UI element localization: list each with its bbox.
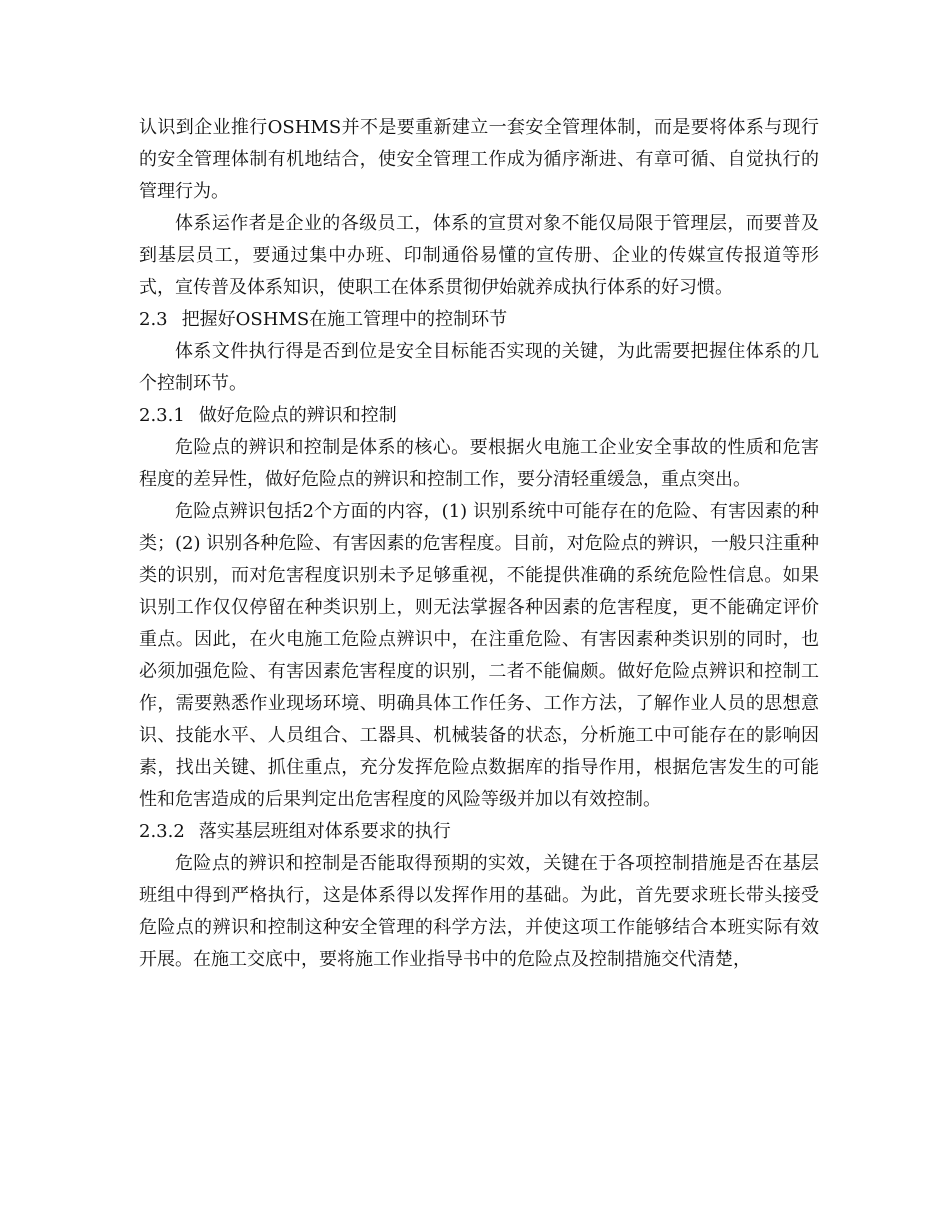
section-heading-2-3-2: [139, 816, 819, 848]
section-number: 2.3: [139, 309, 168, 330]
section-title: 把握好OSHMS在施工管理中的控制环节: [181, 309, 508, 330]
section-title: 做好危险点的辨识和控制: [198, 405, 397, 426]
paragraph-hazard-identification: 危险点辨识包括2个方面的内容，(1) 识别系统中可能存在的危险、有害因素的种类；(2) 识别各种危险、有害因素的危害程度。目前，对危险点的辨识，一般只注重种类的识别，而对危害程度识别未予足够重视，不能提供准确的系统危险性信息。如果识别工作仅仅停留在种类识别上，则无法掌握各种因素的危害程度，更不能确定评价重点。因此，在火电施工危险点辨识中，在注重危险、有害因素种类识别的同时，也必须加强危险、有害因素危害程度的识别，二者不能偏颇。做好危险点辨识和控制工作，需要熟悉作业现场环境、明确具体工作任务、工作方法，了解作业人员的思想意识、技能水平、人员组合、工器具、机械装备的状态，分析施工中可能存在的影响因素，找出关键、抓住重点，充分发挥危险点数据库的指导作用，根据危害发生的可能性和危害造成的后果判定出危害程度的风险等级并加以有效控制。: [139, 501, 819, 810]
paragraph-team-execution: 危险点的辨识和控制是否能取得预期的实效，关键在于各项控制措施是否在基层班组中得到严格执行，这是体系得以发挥作用的基础。为此，首先要求班长带头接受危险点的辨识和控制这种安全管理的科学方法，并使这项工作能够结合本班实际有效开展。在施工交底中，要将施工作业指导书中的危险点及控制措施交代清楚，: [139, 853, 819, 970]
paragraph-oshms-intro: 认识到企业推行OSHMS并不是要重新建立一套安全管理体制，而是要将体系与现行的安全管理体制有机地结合，使安全管理工作成为循序渐进、有章可循、自觉执行的管理行为。: [139, 117, 819, 202]
paragraph-hazard-core: 危险点的辨识和控制是体系的核心。要根据火电施工企业安全事故的性质和危害程度的差异性，做好危险点的辨识和控制工作，要分清轻重缓急，重点突出。: [139, 437, 819, 490]
section-heading-2-3: [139, 304, 819, 336]
document-body: [139, 112, 819, 976]
section-heading-2-3-1: [139, 400, 819, 432]
paragraph-control-links: 体系文件执行得是否到位是安全目标能否实现的关键，为此需要把握住体系的几个控制环节。: [139, 341, 819, 394]
section-number: 2.3.2: [139, 821, 185, 842]
paragraph-system-operators: 体系运作者是企业的各级员工，体系的宣贯对象不能仅局限于管理层，而要普及到基层员工，要通过集中办班、印制通俗易懂的宣传册、企业的传媒宣传报道等形式，宣传普及体系知识，使职工在体系贯彻伊始就养成执行体系的好习惯。: [139, 213, 819, 298]
section-title: 落实基层班组对体系要求的执行: [198, 821, 451, 842]
section-number: 2.3.1: [139, 405, 185, 426]
